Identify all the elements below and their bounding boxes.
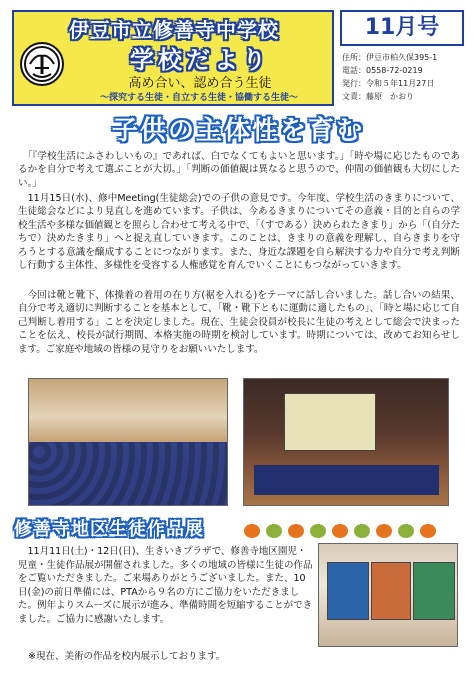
artwork-board	[327, 562, 369, 620]
article-paragraph-1: 「『学校生活にふさわしいもの』であれば、白でなくてもよいと思います。」「時や場に応じたものであるかを自分で考えて選ぶことが大切。」「判断の価値観は異なると思うので、仲間の価値観も大切にしたい。」	[18, 151, 460, 189]
footnote: ※現在、美術の作品を校内展示しております。	[28, 651, 226, 662]
gym-assembly-photo	[28, 378, 228, 506]
artwork-board	[413, 562, 455, 620]
leaf-icon	[354, 524, 370, 538]
school-emblem-logo	[20, 42, 64, 86]
artwork-board	[371, 562, 411, 620]
article-paragraph-2: 11月15日(水)、修中Meeting(生徒総会)での子供の意見です。今年度、学校生活のきまりについて、生徒総会などにより見直しを進めています。子供は、今あるきまりについてその意義・目的と自らの学校生活や多様な価値観とを照らし合わせて考える中で、「（すである）決められたきまり」から「（自分たちで）決めたきまり」へと捉え直していきます。このことは、きまりの意義を理解し、自らきまりを守ろうとする意識を醸成することにつながります。また、身近な課題を自ら解決する力や自分で考え判断し行動する主体性、多様性を受容する人権感覚を育んでいくことにもつながっていきます。	[18, 193, 460, 272]
projector-screen	[284, 393, 376, 451]
article-paragraph-3: 今回は靴と靴下、体操着の着用の在り方(裾を入れる)をテーマに話し合いました。話し合いの結果、自分で考え適切に判断することを基本として、「靴・靴下ともに運動に適したもの」、「時と場に応じて自己判断し着用する」ことを決定しました。現在、生徒会役員が校長に生徒の考えとして総会で決まったことを伝え、校長が試行期間、本格実施の時期を検討しています。時期については、改めてお知らせします。ご家庭や地域の皆様の見守りをお願いいたします。	[18, 290, 460, 355]
section-headline: 修善寺地区生徒作品展	[14, 519, 204, 540]
leaf-icon	[420, 524, 436, 538]
leaf-icon	[288, 524, 304, 538]
school-name: 伊豆市立修善寺中学校	[69, 18, 279, 42]
leaf-icon	[332, 524, 348, 538]
address-line: 住所：伊豆市柏久保395-1	[342, 53, 438, 62]
artwork-exhibit-photo	[318, 543, 458, 647]
student-council-stage-photo	[243, 378, 449, 506]
school-motto: 高め合い、認め合う生徒	[128, 76, 272, 91]
newsletter-title: 学校だより	[130, 46, 270, 74]
phone-line: 電話：0558-72-0219	[342, 66, 423, 75]
leaf-icon	[398, 524, 414, 538]
issue-info	[340, 10, 464, 106]
section-paragraph: 11月11日(土)・12日(日)、生きいきプラザで、修善寺地区園児・児童・生徒作品展が開催されました。多くの地域の皆様に生徒の作品をご覧いただきました。ご来場ありがとうございました。また、10日(金)の前日準備には、PTAから９名の方にご協力をいただきました。例年よりスムーズに展示が進み、準備時間を短縮することができました。ご協力に感謝いたします。	[18, 546, 313, 625]
author-line: 文責：藤原 かおり	[342, 92, 414, 101]
leaf-icon	[376, 524, 392, 538]
title-banner	[12, 10, 334, 106]
issue-label: 11月号	[340, 10, 464, 46]
council-table	[254, 465, 439, 495]
autumn-leaves-decoration	[244, 522, 454, 540]
students-crowd	[29, 442, 227, 505]
emblem-icon	[22, 44, 62, 84]
article-headline: 子供の主体性を育む	[111, 116, 364, 146]
leaf-icon	[310, 524, 326, 538]
leaf-icon	[244, 524, 260, 538]
school-motto-subtitle: ～探究する生徒・自立する生徒・協働する生徒～	[99, 93, 298, 103]
leaf-icon	[266, 524, 282, 538]
issue-date-line: 発行：令和５年11月27日	[342, 79, 435, 88]
newsletter-header	[12, 10, 464, 106]
